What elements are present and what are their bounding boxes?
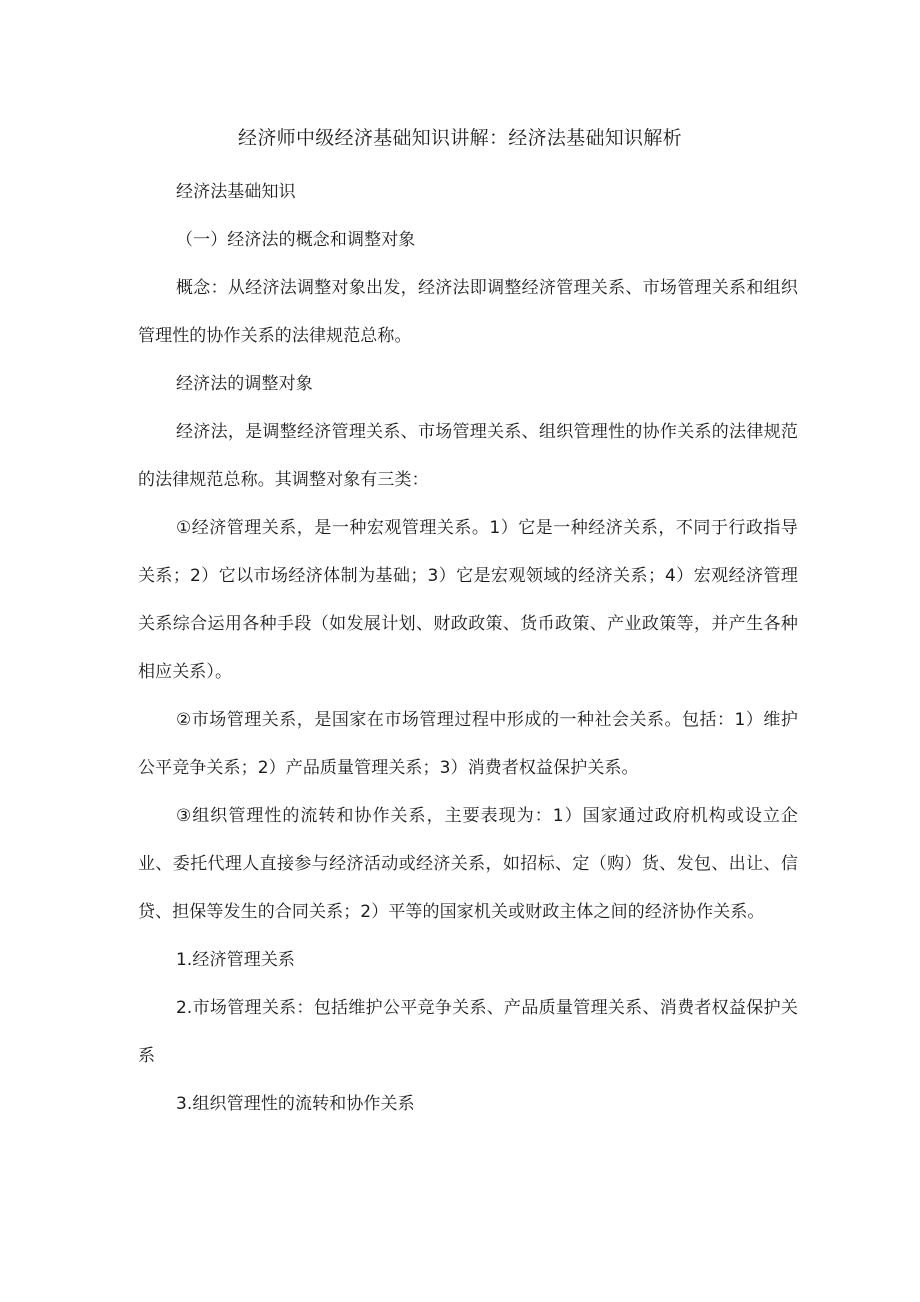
list-item: 2.市场管理关系：包括维护公平竞争关系、产品质量管理关系、消费者权益保护关系 [138,998,798,1066]
document-title: 经济师中级经济基础知识讲解：经济法基础知识解析 [238,127,682,149]
body-paragraph: ①经济管理关系，是一种宏观管理关系。1）它是一种经济关系，不同于行政指导关系；2）它以市场经济体制为基础；3）它是宏观领域的经济关系；4）宏观经济管理关系综合运用各种手段（如发展计划、财政政策、货币政策、产业政策等，并产生各种相应关系）。 [138,518,798,682]
subsection-heading: 经济法的调整对象 [176,374,313,394]
list-item: 1.经济管理关系 [176,950,296,970]
list-item: 3.组织管理性的流转和协作关系 [176,1094,415,1114]
subsection-heading: （一）经济法的概念和调整对象 [176,230,416,250]
definition-paragraph: 概念：从经济法调整对象出发，经济法即调整经济管理关系、市场管理关系和组织管理性的协作关系的法律规范总称。 [138,278,798,346]
section-heading: 经济法基础知识 [176,182,296,202]
body-paragraph: ②市场管理关系，是国家在市场管理过程中形成的一种社会关系。包括：1）维护公平竞争关系；2）产品质量管理关系；3）消费者权益保护关系。 [138,710,798,778]
document-body [138,168,798,1128]
body-paragraph: ③组织管理性的流转和协作关系，主要表现为：1）国家通过政府机构或设立企业、委托代理人直接参与经济活动或经济关系，如招标、定（购）货、发包、出让、信贷、担保等发生的合同关系；2）平等的国家机关或财政主体之间的经济协作关系。 [138,806,798,922]
body-paragraph: 经济法，是调整经济管理关系、市场管理关系、组织管理性的协作关系的法律规范的法律规范总称。其调整对象有三类： [138,422,798,490]
